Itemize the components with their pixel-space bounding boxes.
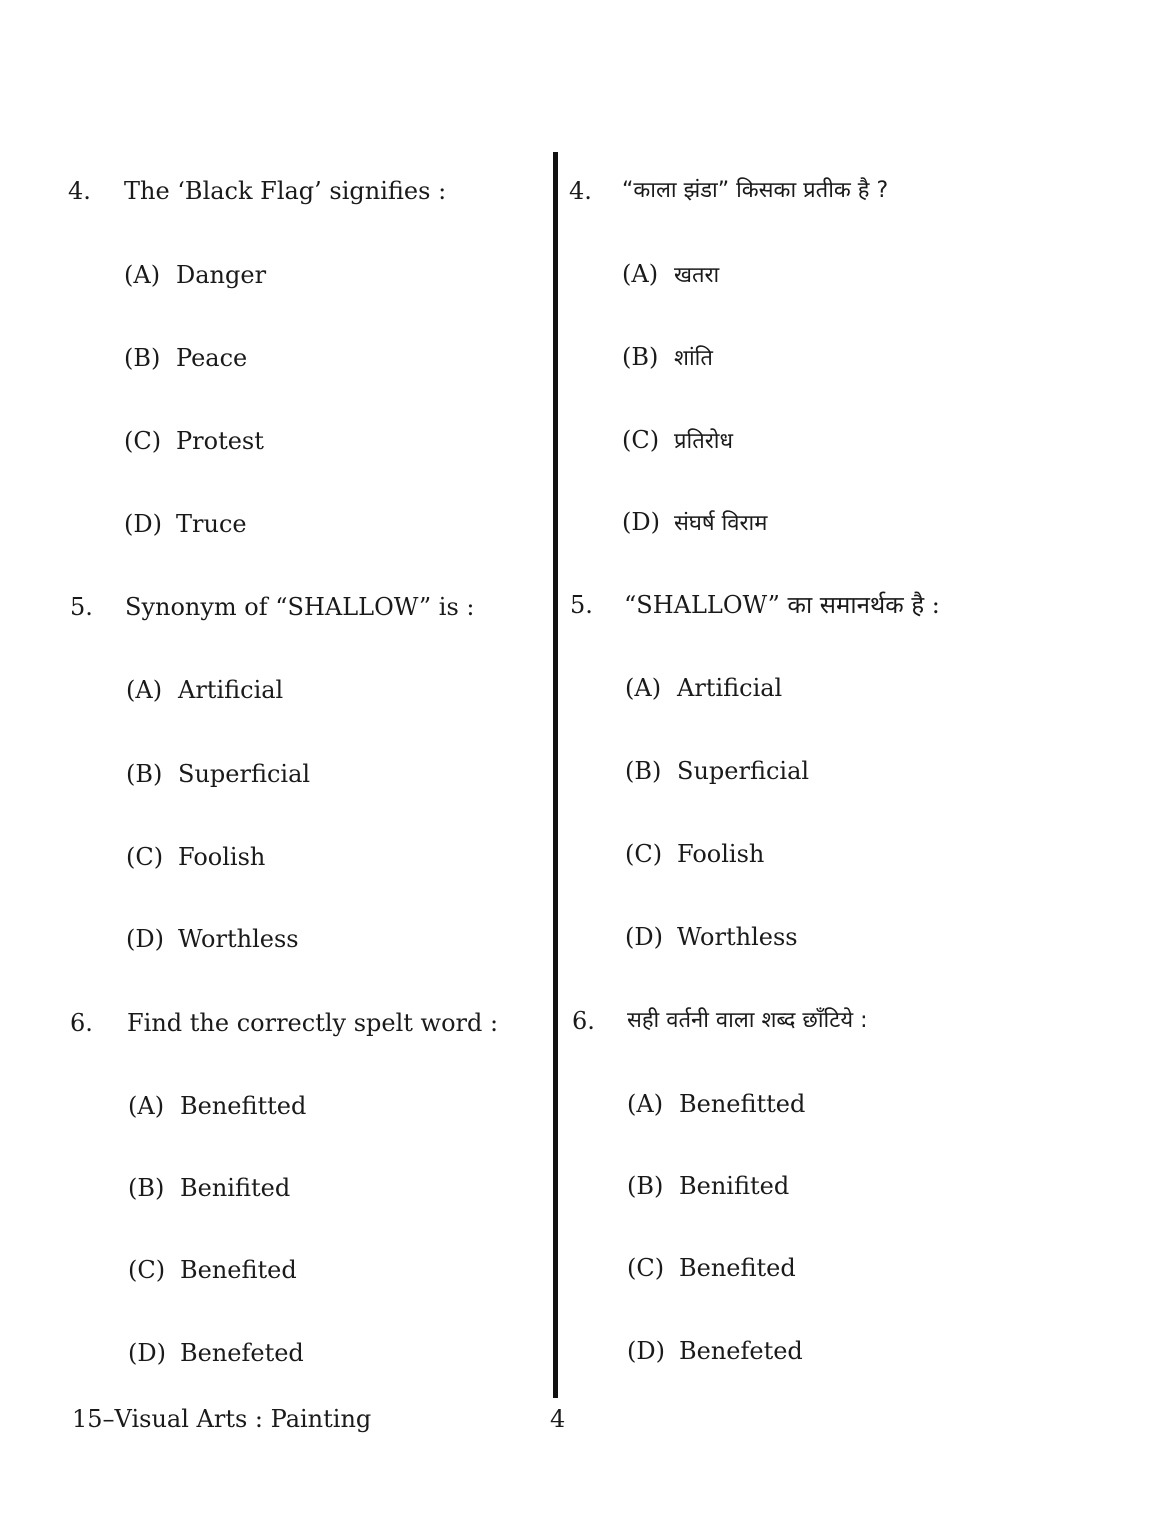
footer-subject: 15–Visual Arts : Painting xyxy=(72,1405,372,1433)
option-c: (C) Foolish xyxy=(625,840,765,868)
option-d: (D) Truce xyxy=(124,510,247,538)
question-number: 6. xyxy=(70,1009,93,1037)
option-a: (A) Artificial xyxy=(625,674,783,702)
option-d: (D) संघर्ष विराम xyxy=(622,508,768,536)
option-a: (A) Benefitted xyxy=(128,1092,307,1120)
option-a: (A) Artificial xyxy=(126,676,284,704)
question-number: 5. xyxy=(70,593,93,621)
option-b: (B) Superficial xyxy=(126,760,311,788)
question-text: Synonym of “SHALLOW” is : xyxy=(125,593,475,621)
question-number: 4. xyxy=(569,177,592,205)
question-text: “काला झंडा” किसका प्रतीक है ? xyxy=(622,178,889,203)
option-a: (A) Benefitted xyxy=(627,1090,806,1118)
option-b: (B) शांति xyxy=(622,343,713,371)
option-b: (B) Peace xyxy=(124,344,248,372)
question-text: The ‘Black Flag’ signifies : xyxy=(124,177,447,205)
option-d: (D) Worthless xyxy=(625,923,798,951)
option-c: (C) प्रतिरोध xyxy=(622,426,733,454)
option-a: (A) खतरा xyxy=(622,260,720,288)
question-text: सही वर्तनी वाला शब्द छाँटिये : xyxy=(627,1008,868,1033)
option-c: (C) Foolish xyxy=(126,843,266,871)
column-divider xyxy=(553,152,558,1398)
option-d: (D) Benefeted xyxy=(128,1339,304,1367)
option-b: (B) Benifited xyxy=(128,1174,291,1202)
option-d: (D) Worthless xyxy=(126,925,299,953)
option-d: (D) Benefeted xyxy=(627,1337,803,1365)
option-c: (C) Benefited xyxy=(128,1256,297,1284)
question-number: 4. xyxy=(68,177,91,205)
hindi-column xyxy=(560,0,1150,1538)
option-c: (C) Benefited xyxy=(627,1254,796,1282)
option-b: (B) Benifited xyxy=(627,1172,790,1200)
question-text: Find the correctly spelt word : xyxy=(127,1009,499,1037)
question-text: “SHALLOW” का समानर्थक है : xyxy=(624,591,940,619)
page-number: 4 xyxy=(550,1405,566,1433)
question-number: 5. xyxy=(570,591,593,619)
english-column xyxy=(0,0,552,1538)
option-a: (A) Danger xyxy=(124,261,267,289)
option-b: (B) Superficial xyxy=(625,757,810,785)
option-c: (C) Protest xyxy=(124,427,264,455)
question-number: 6. xyxy=(572,1007,595,1035)
